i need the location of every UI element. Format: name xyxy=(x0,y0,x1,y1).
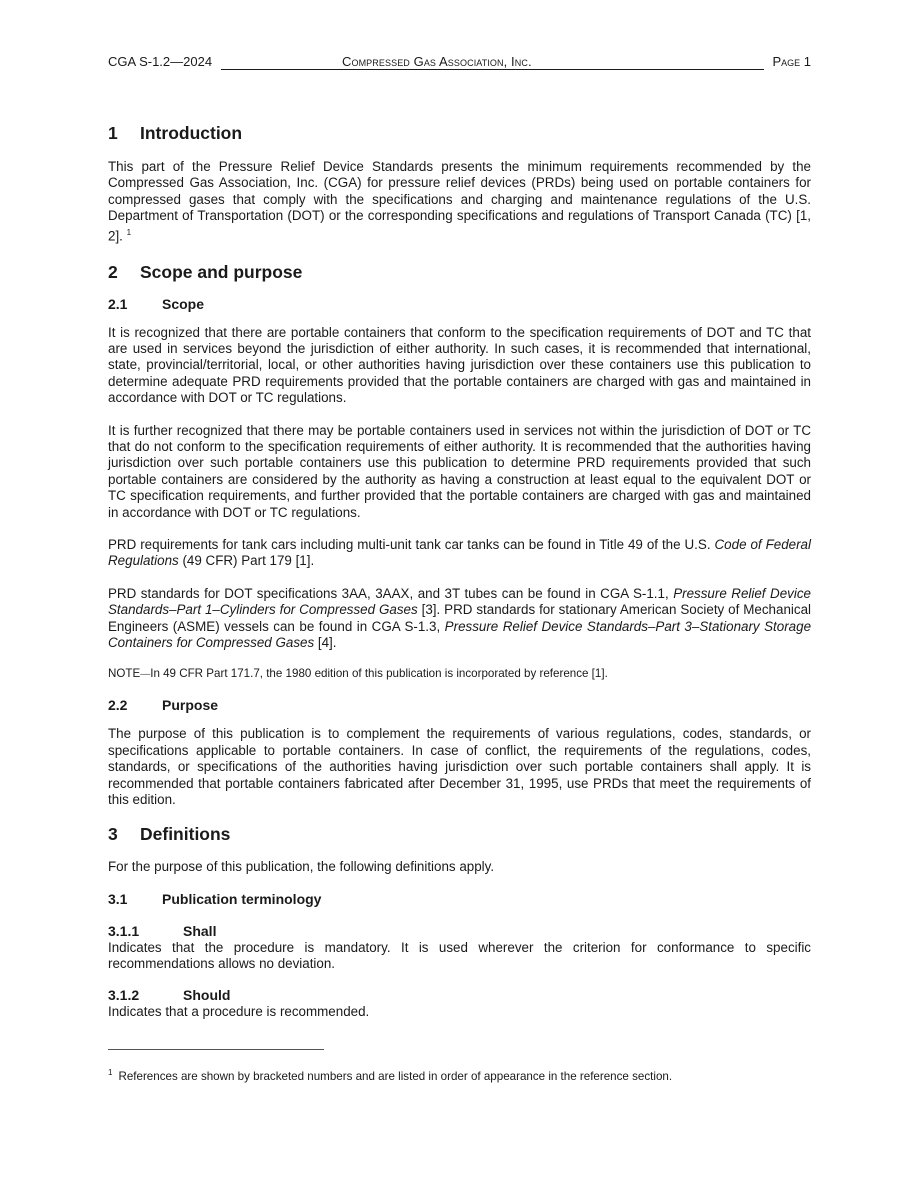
subsection-title: Purpose xyxy=(162,697,219,714)
definition-3-1-1-heading xyxy=(108,923,811,940)
publication-title: Pressure Relief Device Standards–Part 1–Cylinders for Compressed Gases xyxy=(108,585,811,618)
scope-paragraph-2: It is further recognized that there may be portable containers used in services not within the jurisdiction of DOT or TC that do not conform to the specification requirements of either authority. It is recommended that the authorities having jurisdiction over such portable containers use this publication to determine PRD requirements provided that such portable containers are considered by the authority as having a construction at least equal to the equivalent DOT or TC specification requirements, and further provided that the portable containers are charged with gas and maintained in accordance with DOT or TC regulations. xyxy=(108,422,811,520)
subsection-title: Publication terminology xyxy=(162,890,322,907)
section-title: Definitions xyxy=(140,824,231,845)
note-label: NOTE xyxy=(108,667,141,681)
text-run: [4]. xyxy=(314,635,337,650)
definitions-intro: For the purpose of this publication, the following definitions apply. xyxy=(108,859,495,875)
purpose-paragraph: The purpose of this publication is to complement the requirements of various regulations, codes, standards, or specifications applicable to portable containers. In case of conflict, the requirements of the regulations, codes, standards, or specifications of the authorities having jurisdiction over such portable containers shall apply. It is recommended that portable containers fabricated after December 31, 1995, use PRDs that meet the requirements of this edition. xyxy=(108,726,811,808)
section-number: 3 xyxy=(108,824,118,845)
text-run: PRD standards for DOT specifications 3AA, 3AAX, and 3T tubes can be found in CGA S-1.1, xyxy=(108,585,674,601)
subsection-title: Scope xyxy=(162,295,205,312)
section-2-heading xyxy=(108,261,811,283)
note xyxy=(108,666,811,682)
scope-paragraph-3 xyxy=(108,537,811,570)
definition-3-1-2-heading xyxy=(108,987,811,1004)
header-doc-id: CGA S-1.2—2024 xyxy=(108,54,213,69)
footnote-number: 1 xyxy=(108,1068,113,1077)
definition-number: 3.1.2 xyxy=(108,986,140,1003)
subsection-3-1-heading xyxy=(108,890,811,908)
section-title: Scope and purpose xyxy=(140,261,303,282)
section-3-heading xyxy=(108,823,811,845)
footnote-separator xyxy=(108,1049,324,1050)
scope-paragraph-1: It is recognized that there are portable containers that conform to the specification requirements of DOT and TC that are used in services beyond the jurisdiction of either authority. In such cases, it is recommended that international, state, provincial/territorial, local, or other authorities having jurisdiction over these containers use this publication to determine adequate PRD requirements provided that the portable containers are charged with gas and maintained in accordance with DOT or TC regulations. xyxy=(108,324,811,406)
footnote-text: References are shown by bracketed numbers and are listed in order of appearance in the reference section. xyxy=(118,1069,673,1083)
section-title: Introduction xyxy=(140,123,243,143)
document-body xyxy=(108,122,811,1020)
section-1-heading xyxy=(108,122,811,144)
text-run: PRD requirements for tank cars including multi-unit tank car tanks can be found in Title 49 of the U.S. xyxy=(108,536,715,552)
subsection-2-1-heading xyxy=(108,295,811,313)
subsection-2-2-heading xyxy=(108,696,811,714)
definition-text: Indicates that a procedure is recommended. xyxy=(108,1003,370,1019)
header-publisher: Compressed Gas Association, Inc. xyxy=(342,54,532,69)
header-page-number: Page 1 xyxy=(772,54,811,69)
publication-title: Pressure Relief Device Standards–Part 3–Stationary Storage Containers for Compressed Gases xyxy=(108,618,812,650)
footnote xyxy=(108,1066,811,1084)
section-number: 1 xyxy=(108,123,118,143)
definition-term: Should xyxy=(183,986,231,1003)
scope-paragraph-4 xyxy=(108,586,811,652)
intro-paragraph xyxy=(108,159,811,245)
intro-text: This part of the Pressure Relief Device Standards presents the minimum requirements recommended by the Compressed Gas Association, Inc. (CGA) for pressure relief devices (PRDs) being used on portable containers for compressed gases that comply with the specifications and charging and maintenance regulations of the U.S. Department of Transportation (DOT) or the corresponding specifications and regulations of Transport Canada (TC) [1, 2]. xyxy=(108,159,811,244)
running-header xyxy=(108,54,811,72)
subsection-number: 2.1 xyxy=(108,295,128,312)
definition-text: Indicates that the procedure is mandatory. It is used wherever the criterion for conformance to specific recommendations allows no deviation. xyxy=(108,939,811,972)
header-rule xyxy=(221,69,764,70)
section-number: 2 xyxy=(108,261,118,282)
note-text: In 49 CFR Part 171.7, the 1980 edition of this publication is incorporated by reference [1]. xyxy=(150,667,608,681)
text-run: [3]. PRD standards for stationary American Society of Mechanical Engineers (ASME) vessels can be found in CGA S-1.3, xyxy=(108,602,811,634)
note-dash: — xyxy=(140,669,151,681)
definition-number: 3.1.1 xyxy=(108,922,140,939)
footnote-ref: 1 xyxy=(126,227,132,237)
subsection-number: 2.2 xyxy=(108,697,128,714)
definition-term: Shall xyxy=(183,922,217,939)
subsection-number: 3.1 xyxy=(108,890,128,907)
cfr-title: Code of Federal Regulations xyxy=(108,536,811,569)
text-run: (49 CFR) Part 179 [1]. xyxy=(178,553,315,569)
